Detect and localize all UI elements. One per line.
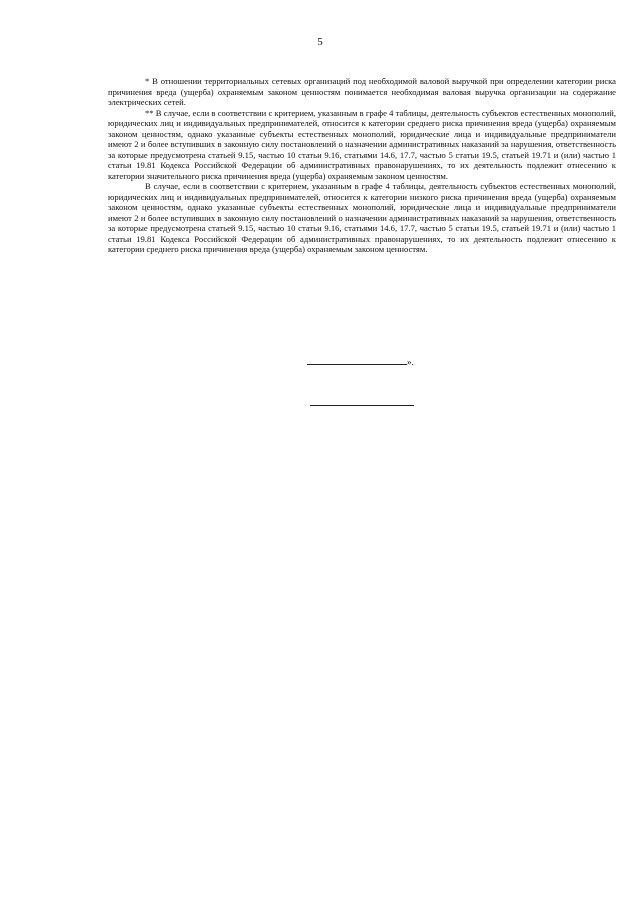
footnote-single-asterisk: * В отношении территориальных сетевых организаций под необходимой валовой выручкой при определении категории риска причинения вреда (ущерба) охраняемым законом ценностям понимается необходимая валовая выручка организации на содержание электрических сетей.	[108, 76, 616, 107]
closing-line	[307, 355, 427, 367]
end-divider	[310, 405, 414, 406]
closing-quote-mark: ».	[407, 357, 414, 367]
page-number: 5	[317, 36, 323, 48]
footnote-low-risk-paragraph: В случае, если в соответствии с критерием, указанным в графе 4 таблицы, деятельность субъектов естественных монополий, юридических лиц и индивидуальных предпринимателей, относится к категории низкого риска причинения вреда (ущерба) охраняемым законом ценностям, однако указанные субъекты естественных монополий, юридические лица и индивидуальные предприниматели имеют 2 и более вступивших в законную силу постановлений о назначении административных наказаний за нарушения, ответственность за которые предусмотрена статьей 9.15, частью 10 статьи 9.16, статьями 14.6, 17.7, частью 5 статьи 19.5, статьей 19.71 и (или) частью 1 статьи 19.81 Кодекса Российской Федерации об административных правонарушениях, то их деятельность подлежит отнесению к категории среднего риска причинения вреда (ущерба) охраняемым законом ценностям.	[108, 181, 616, 254]
footnote-double-asterisk: ** В случае, если в соответствии с критерием, указанным в графе 4 таблицы, деятельность субъектов естественных монополий, юридических лиц и индивидуальных предпринимателей, относится к категории среднего риска причинения вреда (ущерба) охраняемым законом ценностям, однако указанные субъекты естественных монополий, юридические лица и индивидуальные предприниматели имеют 2 и более вступивших в законную силу постановлений о назначении административных наказаний за нарушения, ответственность за которые предусмотрена статьей 9.15, частью 10 статьи 9.16, статьями 14.6, 17.7, частью 5 статьи 19.5, статьей 19.71 и (или) частью 1 статьи 19.81 Кодекса Российской Федерации об административных правонарушениях, то их деятельность подлежит отнесению к категории значительного риска причинения вреда (ущерба) охраняемым законом ценностям.	[108, 107, 616, 181]
closing-underline	[307, 355, 407, 365]
footnotes-block	[108, 76, 616, 255]
